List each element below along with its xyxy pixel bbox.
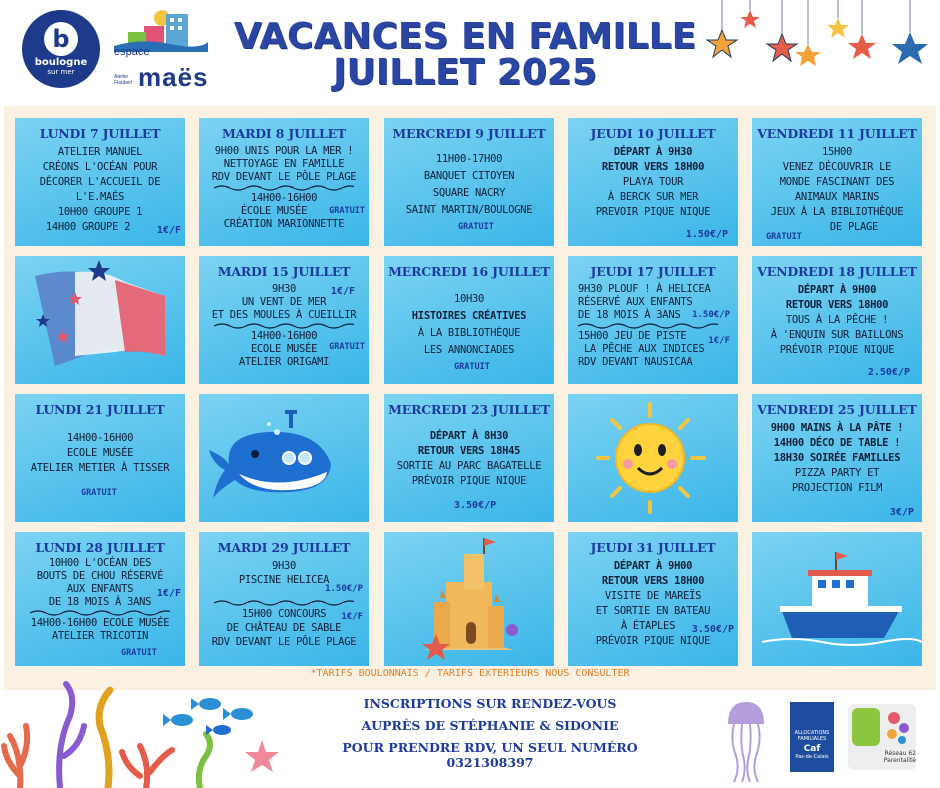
price-note: GRATUIT xyxy=(458,222,494,232)
caf-logo-sub: Pas-de-Calais xyxy=(795,754,829,760)
price-note: 1.50€/P xyxy=(692,310,730,320)
detail-line: ATELIER MANUEL xyxy=(57,146,143,158)
day-title: LUNDI 28 JUILLET xyxy=(35,540,165,555)
detail-line: RETOUR VERS 18H00 xyxy=(601,161,705,173)
day-card-lundi-21 xyxy=(15,394,185,522)
day-card-jeudi-17 xyxy=(568,256,738,384)
whale-icon xyxy=(199,394,369,522)
detail-line: DE PLAGE xyxy=(829,221,879,233)
detail-line: DE CHÂTEAU DE SABLE xyxy=(226,622,342,634)
day-card-mardi-8 xyxy=(199,118,369,246)
detail-line: ÉCOLE MUSÉE xyxy=(240,205,308,217)
day-details xyxy=(384,151,554,219)
detail-line: ATELIER METIER À TISSER xyxy=(30,462,170,474)
detail-line: ATELIER ORIGAMI xyxy=(238,356,330,368)
price-note: 3.50€/P xyxy=(691,624,734,635)
day-title: MARDI 8 JUILLET xyxy=(221,126,347,141)
detail-line: BOUTS DE CHOU RÉSERVÉ xyxy=(36,570,164,582)
sun-card xyxy=(568,394,738,522)
day-card-jeudi-31 xyxy=(568,532,738,666)
caf-logo xyxy=(790,702,834,772)
detail-line: UN VENT DE MER xyxy=(241,296,327,308)
day-card-lundi-7 xyxy=(15,118,185,246)
price-note: 1.50€/P xyxy=(325,584,363,594)
day-details xyxy=(199,145,369,231)
detail-line: AUX ENFANTS xyxy=(66,583,134,595)
boat-icon xyxy=(752,532,922,666)
boulogne-logo xyxy=(22,10,100,88)
detail-line: ECOLE MUSÉE xyxy=(66,447,134,459)
fish-icon xyxy=(163,698,253,735)
detail-line: 11H00-17H00 xyxy=(435,153,503,165)
detail-line: ET DES MOULES À CUEILLIR xyxy=(211,309,357,321)
caf-logo-name: Caf xyxy=(803,744,821,754)
detail-line: 14H00-16H00 xyxy=(66,432,134,444)
flag-card xyxy=(15,256,185,384)
day-card-mercredi-23 xyxy=(384,394,554,522)
day-card-lundi-28 xyxy=(15,532,185,666)
detail-line: NETTOYAGE EN FAMILLE xyxy=(223,158,345,170)
detail-line: 14H00 DÉCO DE TABLE ! xyxy=(773,437,901,449)
day-title: JEUDI 10 JUILLET xyxy=(590,126,716,141)
detail-line: RDV DEVANT LE PÔLE PLAGE xyxy=(211,171,357,183)
day-title: JEUDI 31 JUILLET xyxy=(590,540,716,555)
wave-divider xyxy=(214,184,354,192)
detail-line: PIZZA PARTY ET xyxy=(794,467,880,479)
page-title: VACANCES EN FAMILLE xyxy=(233,16,697,57)
price-note: 2.50€/P xyxy=(867,367,910,378)
detail-line: 14H00-16H00 xyxy=(250,192,318,204)
wave-divider xyxy=(578,322,718,330)
price-note: GRATUIT xyxy=(454,362,490,372)
reseau-parentalite-logo xyxy=(848,704,916,770)
maes-logo-small: Atelier Flaubert xyxy=(114,74,133,86)
detail-line: LA PÊCHE AUX INDICES xyxy=(584,343,705,355)
sandcastle-card xyxy=(384,532,554,666)
detail-line: TOUS À LA PÊCHE ! xyxy=(785,314,889,326)
detail-line: ECOLE MUSÉE xyxy=(250,343,318,355)
reseau-logo-mark xyxy=(848,704,916,750)
detail-line: L'E.MAÉS xyxy=(75,191,125,203)
detail-line: 15H00 CONCOURS xyxy=(241,608,327,620)
detail-line: DÉPART À 8H30 xyxy=(429,430,509,442)
wave-divider xyxy=(214,322,354,330)
espace-maes-logo xyxy=(110,8,210,92)
price-note: GRATUIT xyxy=(81,488,117,498)
detail-line: VISITE DE MAREÏS xyxy=(604,590,702,602)
detail-line: À ÉTAPLES xyxy=(620,620,676,632)
day-details xyxy=(15,145,185,235)
boulogne-logo-mark: b xyxy=(44,22,78,56)
boulogne-logo-name: boulogne xyxy=(34,57,88,68)
detail-line: 9H30 PLOUF ! À HELICEA xyxy=(578,283,711,295)
detail-line: 15H00 xyxy=(821,146,853,158)
boat-card xyxy=(752,532,922,666)
detail-line: CRÉONS L'OCÉAN POUR xyxy=(42,161,158,173)
day-card-mardi-29 xyxy=(199,532,369,666)
price-note: GRATUIT xyxy=(121,648,157,658)
day-details xyxy=(15,557,185,643)
detail-line: BANQUET CITOYEN xyxy=(423,170,515,182)
wave-divider xyxy=(214,599,354,607)
price-note: 1€/F xyxy=(341,612,363,622)
detail-line: VENEZ DÉCOUVRIR LE xyxy=(782,161,892,173)
price-note: GRATUIT xyxy=(766,232,802,242)
detail-line: ATELIER TRICOTIN xyxy=(51,630,149,642)
maes-logo-big: maës xyxy=(138,62,209,92)
footer-line-2: AUPRÈS DE STÉPHANIE & SIDONIE xyxy=(361,718,619,733)
detail-line: SORTIE AU PARC BAGATELLE xyxy=(396,460,542,472)
day-card-vendredi-25 xyxy=(752,394,922,522)
detail-line: PLAYA TOUR xyxy=(622,176,684,188)
sandcastle-icon xyxy=(384,532,554,666)
day-details xyxy=(568,283,738,369)
day-details xyxy=(15,431,185,476)
day-title: MERCREDI 23 JUILLET xyxy=(388,402,550,417)
detail-line: 15H00 JEU DE PISTE xyxy=(578,330,687,342)
day-title: MERCREDI 16 JUILLET xyxy=(388,264,550,279)
detail-line: PRÉVOIR PIQUE NIQUE xyxy=(411,475,527,487)
detail-line: À BERCK SUR MER xyxy=(607,191,699,203)
detail-line: DÉCORER L'ACCUEIL DE xyxy=(39,176,161,188)
day-details xyxy=(568,559,738,649)
detail-line: 10H00 L'OCÉAN DES xyxy=(48,557,152,569)
page-subtitle: JUILLET 2025 xyxy=(333,52,597,93)
footer-line-1: INSCRIPTIONS SUR RENDEZ-VOUS xyxy=(363,696,617,711)
whale-card xyxy=(199,394,369,522)
detail-line: À 'ENQUIN SUR BAILLONS xyxy=(770,329,904,341)
detail-line: 9H30 xyxy=(271,283,297,295)
day-card-vendredi-18 xyxy=(752,256,922,384)
detail-line: 18H30 SOIRÉE FAMILLES xyxy=(773,452,901,464)
detail-line: 14H00-16H00 ECOLE MUSÉE xyxy=(30,617,170,629)
detail-line: PRÉVOIR PIQUE NIQUE xyxy=(595,635,711,647)
day-card-vendredi-11 xyxy=(752,118,922,246)
detail-line: DÉPART À 9H00 xyxy=(797,284,877,296)
day-details xyxy=(752,283,922,358)
maes-logo-top: espace xyxy=(114,46,150,58)
detail-line: DÉPART À 9H30 xyxy=(613,146,693,158)
hanging-starfish-icon xyxy=(700,0,940,100)
day-title: JEUDI 17 JUILLET xyxy=(590,264,716,279)
reseau-logo-text: Réseau 62 Parentalité xyxy=(883,750,916,764)
detail-line: 9H00 MAINS À LA PÂTE ! xyxy=(770,422,904,434)
detail-line: PISCINE HELICEA xyxy=(238,574,330,586)
detail-line: PROJECTION FILM xyxy=(791,482,883,494)
detail-line: RÉSERVÉ AUX ENFANTS xyxy=(578,296,693,308)
tarif-note: *TARIFS BOULONNAIS / TARIFS EXTERIEURS NOUS CONSULTER xyxy=(310,668,630,679)
detail-line: 14H00 GROUPE 2 xyxy=(45,221,131,233)
price-note: GRATUIT xyxy=(329,342,365,352)
detail-line: 9H00 UNIS POUR LA MER ! xyxy=(214,145,354,157)
day-card-mercredi-16 xyxy=(384,256,554,384)
footer-line-3: POUR PRENDRE RDV, UN SEUL NUMÉRO 0321308397 xyxy=(342,740,638,770)
detail-line: 10H30 xyxy=(453,293,485,305)
day-details xyxy=(752,145,922,235)
day-title: LUNDI 21 JUILLET xyxy=(35,402,165,417)
detail-line: RDV DEVANT NAUSICAA xyxy=(578,356,693,368)
day-card-mercredi-9 xyxy=(384,118,554,246)
detail-line: RETOUR VERS 18H00 xyxy=(601,575,705,587)
day-title: LUNDI 7 JUILLET xyxy=(39,126,161,141)
price-note: 3.50€/P xyxy=(454,500,497,511)
detail-line: DE 18 MOIS À 3ANS xyxy=(578,309,681,321)
price-note: 1.50€/P xyxy=(685,229,728,240)
day-title: MARDI 29 JUILLET xyxy=(217,540,351,555)
price-note: 3€/P xyxy=(889,507,914,518)
detail-line: MONDE FASCINANT DES xyxy=(779,176,895,188)
day-title: VENDREDI 25 JUILLET xyxy=(757,402,917,417)
detail-line: HISTOIRES CRÉATIVES xyxy=(411,310,527,322)
flag-icon xyxy=(15,256,185,384)
day-card-mardi-15 xyxy=(199,256,369,384)
price-note: 1€/F xyxy=(330,286,355,297)
detail-line: RETOUR VERS 18H45 xyxy=(417,445,521,457)
detail-line: SAINT MARTIN/BOULOGNE xyxy=(405,204,533,216)
detail-line: 9H30 xyxy=(271,560,297,572)
detail-line: 10H00 GROUPE 1 xyxy=(57,206,143,218)
day-details xyxy=(752,421,922,496)
detail-line: JEUX À LA BIBLIOTHÈQUE xyxy=(770,206,904,218)
detail-line: LES ANNONCIADES xyxy=(423,344,515,356)
jellyfish-icon xyxy=(722,700,770,784)
detail-line: SQUARE NACRY xyxy=(432,187,506,199)
day-title: VENDREDI 18 JUILLET xyxy=(757,264,917,279)
day-title: MARDI 15 JUILLET xyxy=(217,264,351,279)
boulogne-logo-sub: sur mer xyxy=(47,68,75,76)
detail-line: À LA BIBLIOTHÈQUE xyxy=(417,327,521,339)
price-note: 1€/F xyxy=(156,588,181,599)
wave-divider xyxy=(30,609,170,617)
caf-logo-top: ALLOCATIONS FAMILIALES xyxy=(794,730,830,742)
detail-line: DE 18 MOIS À 3ANS xyxy=(48,596,152,608)
detail-line: ANIMAUX MARINS xyxy=(794,191,880,203)
detail-line: DÉPART À 9H00 xyxy=(613,560,693,572)
price-note: GRATUIT xyxy=(329,206,365,216)
detail-line: RDV DEVANT LE PÔLE PLAGE xyxy=(211,636,357,648)
price-note: 1€/F xyxy=(156,225,181,236)
day-card-jeudi-10 xyxy=(568,118,738,246)
detail-line: 14H00-16H00 xyxy=(250,330,318,342)
day-details xyxy=(199,559,369,649)
day-details xyxy=(384,429,554,489)
detail-line: PREVOIR PIQUE NIQUE xyxy=(595,206,711,218)
detail-line: RETOUR VERS 18H00 xyxy=(785,299,889,311)
coral-icon xyxy=(0,676,290,788)
day-title: VENDREDI 11 JUILLET xyxy=(757,126,917,141)
detail-line: PRÉVOIR PIQUE NIQUE xyxy=(779,344,895,356)
day-details xyxy=(384,291,554,359)
day-title: MERCREDI 9 JUILLET xyxy=(392,126,546,141)
detail-line: ET SORTIE EN BATEAU xyxy=(595,605,711,617)
detail-line: CRÉATION MARIONNETTE xyxy=(223,218,345,230)
sun-icon xyxy=(568,394,738,522)
price-note: 1€/F xyxy=(708,336,730,346)
day-details xyxy=(568,145,738,220)
